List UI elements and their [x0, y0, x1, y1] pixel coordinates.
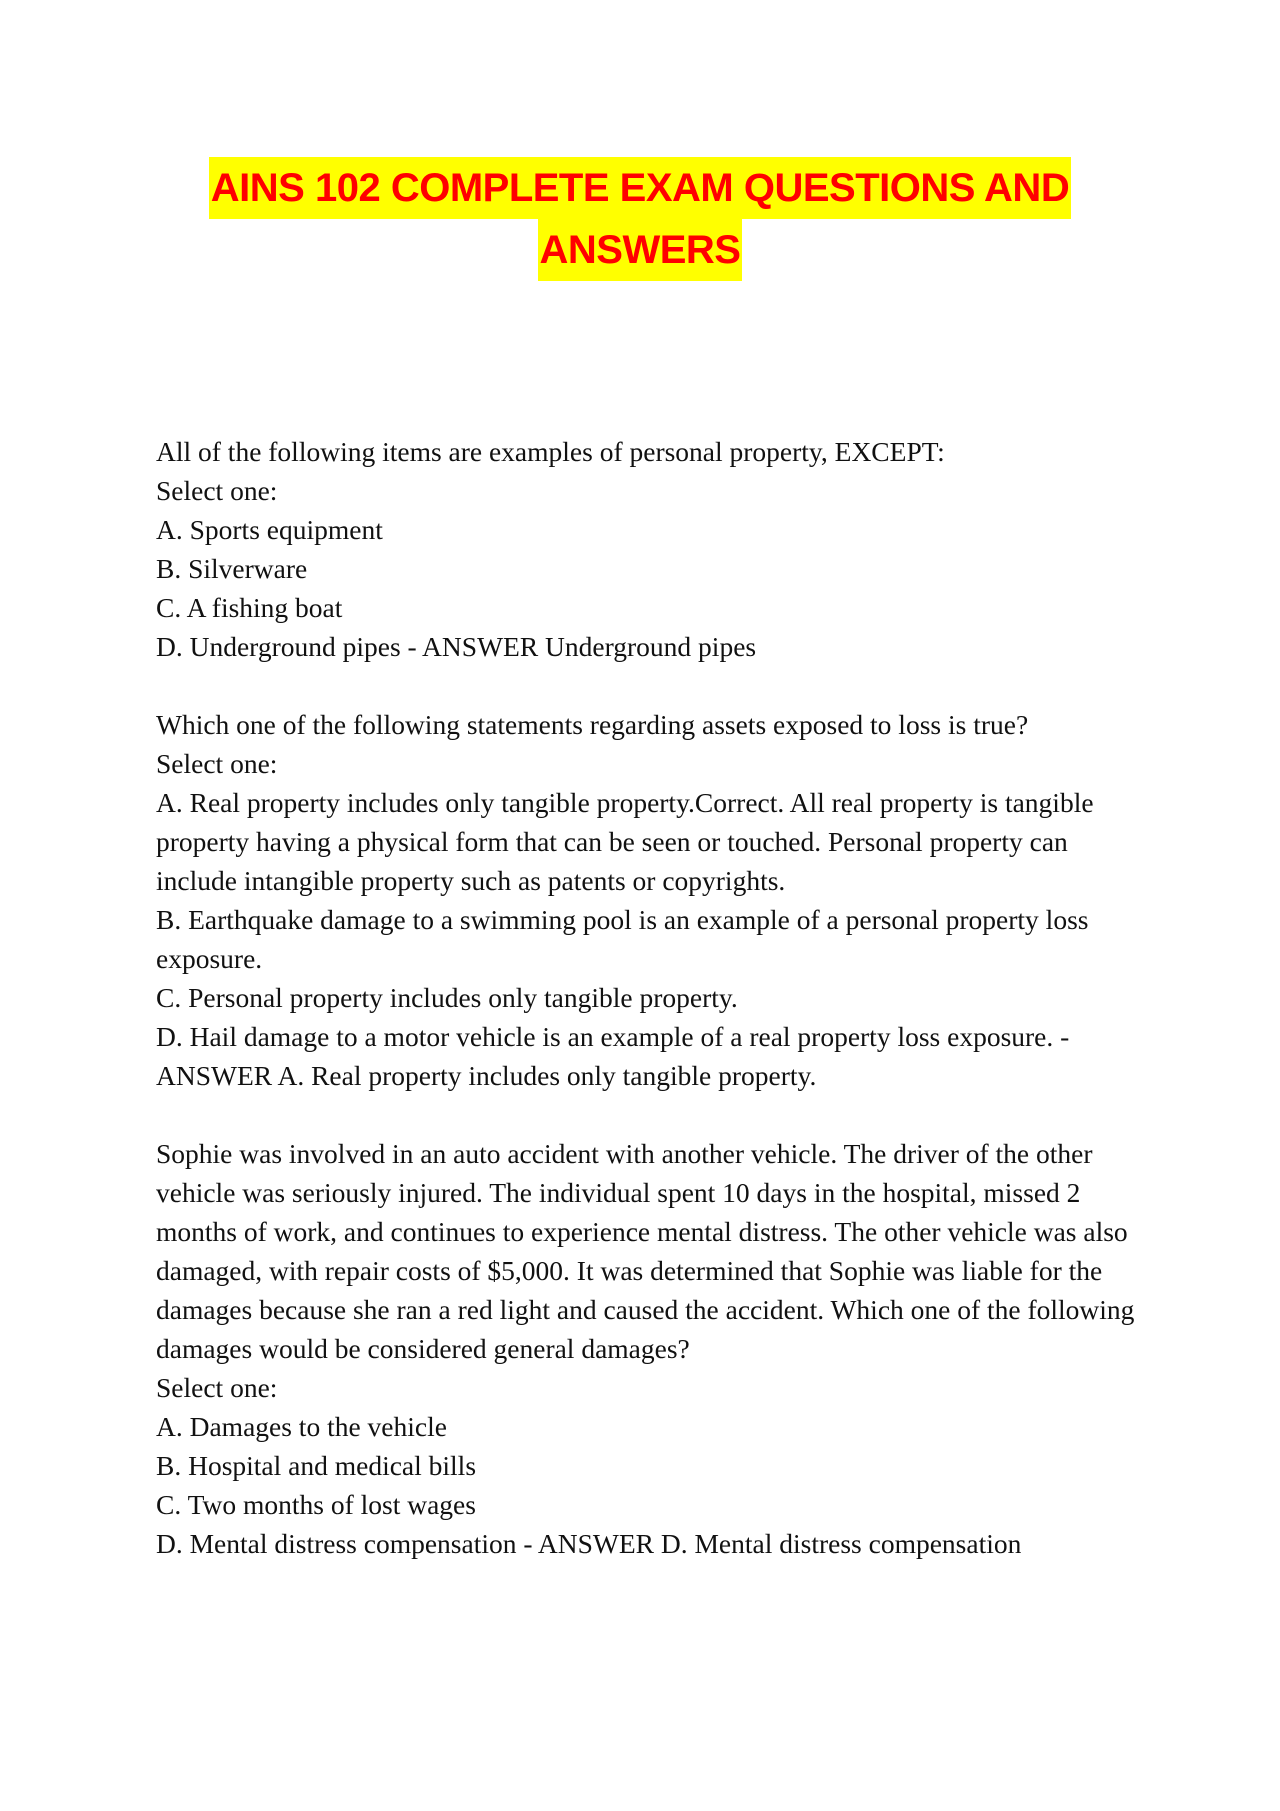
- option-a: A. Real property includes only tangible property.Correct. All real property is tangible property having a physical form that can be seen or touched. Personal property can include intangible property such as patents or copyrights.: [156, 787, 1094, 896]
- document-title: [0, 157, 1280, 281]
- question-prompt: All of the following items are examples of personal property, EXCEPT:: [156, 436, 945, 467]
- select-one-label: Select one:: [156, 748, 278, 779]
- option-d-with-answer: D. Mental distress compensation - ANSWER D. Mental distress compensation: [156, 1528, 1022, 1559]
- option-c: C. A fishing boat: [156, 592, 343, 623]
- option-c: C. Personal property includes only tangible property.: [156, 982, 738, 1013]
- question-2: [156, 705, 1146, 1095]
- question-1: [156, 432, 1146, 666]
- option-c: C. Two months of lost wages: [156, 1489, 476, 1520]
- question-list: [156, 432, 1146, 1602]
- select-one-label: Select one:: [156, 1372, 278, 1403]
- option-b: B. Hospital and medical bills: [156, 1450, 477, 1481]
- question-prompt: Which one of the following statements regarding assets exposed to loss is true?: [156, 709, 1029, 740]
- question-3: [156, 1134, 1146, 1563]
- option-b: B. Earthquake damage to a swimming pool is an example of a personal property loss exposure.: [156, 904, 1089, 974]
- option-b: B. Silverware: [156, 553, 308, 584]
- question-prompt: Sophie was involved in an auto accident with another vehicle. The driver of the other vehicle was seriously injured. The individual spent 10 days in the hospital, missed 2 months of work, and continues to experience mental distress. The other vehicle was also damaged, with repair costs of $5,000. It was determined that Sophie was liable for the damages because she ran a red light and caused the accident. Which one of the following damages would be considered general damages?: [156, 1138, 1135, 1364]
- option-d-with-answer: D. Underground pipes - ANSWER Underground pipes: [156, 631, 757, 662]
- option-a: A. Sports equipment: [156, 514, 383, 545]
- document-title-line-1: AINS 102 COMPLETE EXAM QUESTIONS AND: [209, 157, 1071, 219]
- option-d-with-answer: D. Hail damage to a motor vehicle is an example of a real property loss exposure. - ANSWER A. Real property includes only tangible property.: [156, 1021, 1070, 1091]
- option-a: A. Damages to the vehicle: [156, 1411, 447, 1442]
- select-one-label: Select one:: [156, 475, 278, 506]
- document-title-line-2: ANSWERS: [538, 219, 743, 281]
